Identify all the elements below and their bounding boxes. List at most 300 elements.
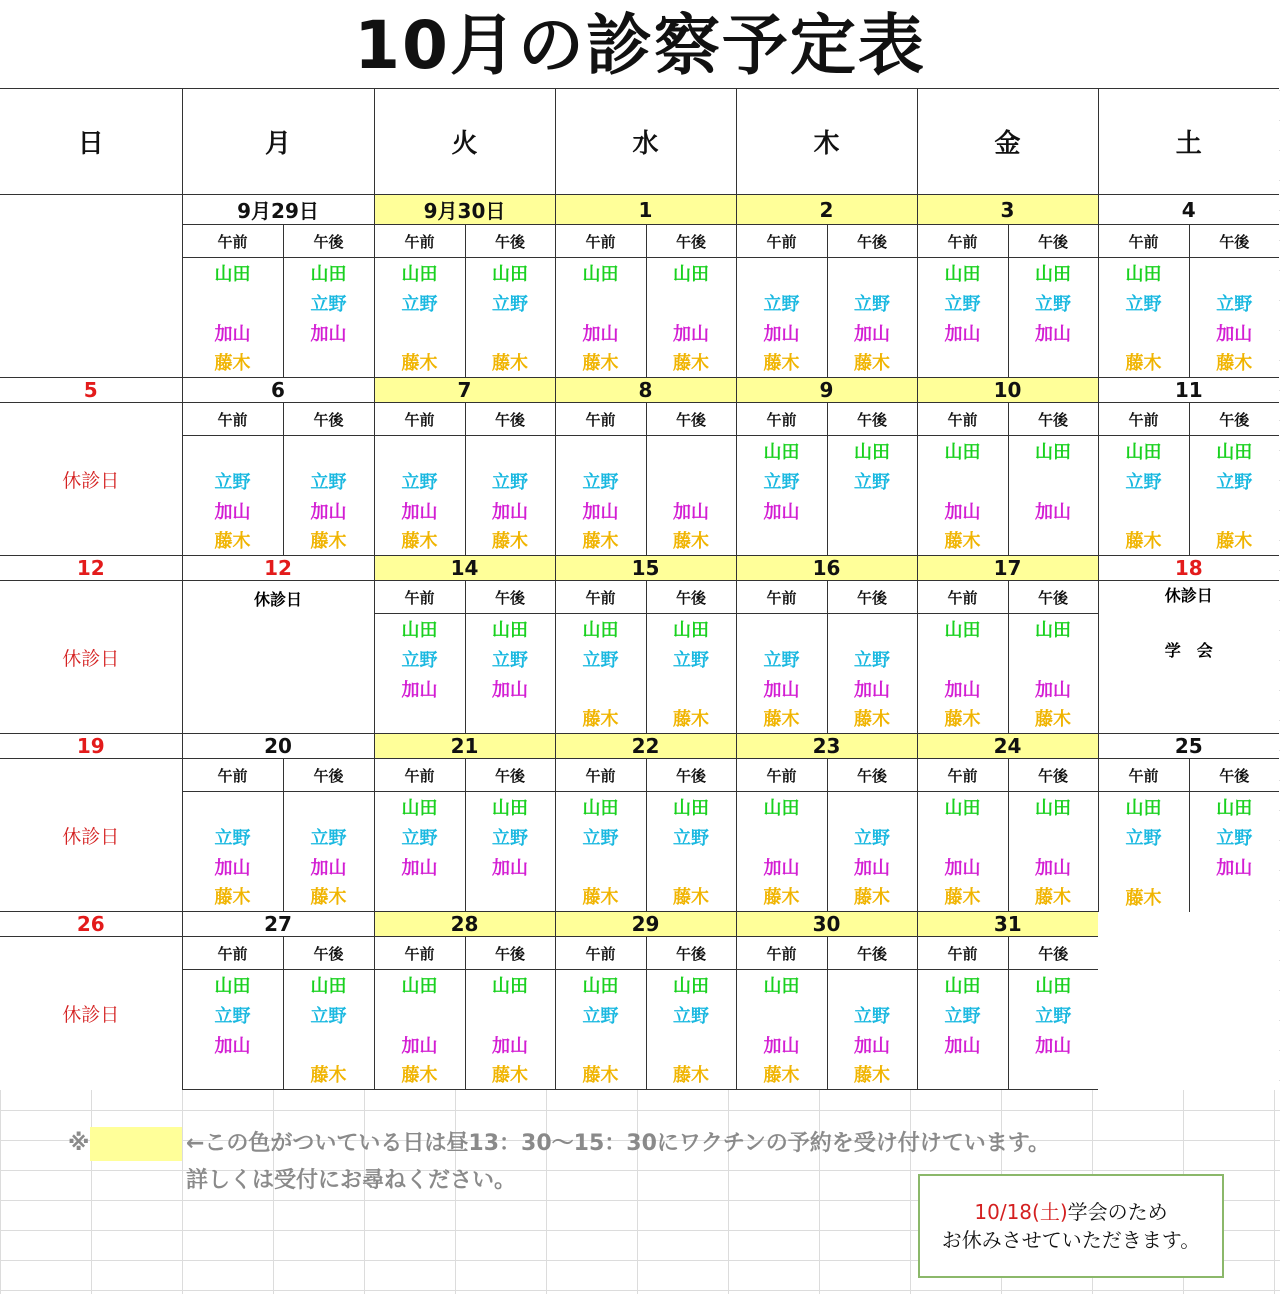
doctor-name: 藤木 — [465, 348, 555, 378]
pm-slot-label: 午後 — [1008, 225, 1098, 258]
doctor-name: 藤木 — [182, 348, 283, 378]
doctor-name: 加山 — [555, 318, 646, 348]
pm-slot-label: 午後 — [827, 581, 917, 614]
doctor-name — [917, 348, 1008, 378]
doctor-name — [283, 436, 374, 466]
doctor-name: 立野 — [1098, 288, 1189, 318]
doctor-name: 藤木 — [465, 526, 555, 556]
doctor-name: 立野 — [374, 288, 465, 318]
weekday-header: 月 — [182, 89, 374, 195]
doctor-name: 加山 — [1189, 852, 1279, 882]
doctor-name: 加山 — [827, 318, 917, 348]
doctor-name: 立野 — [917, 1000, 1008, 1030]
doctor-name: 加山 — [1189, 318, 1279, 348]
doctor-name: 藤木 — [283, 526, 374, 556]
doctor-name: 加山 — [465, 1030, 555, 1060]
doctor-name: 立野 — [283, 1000, 374, 1030]
doctor-name: 立野 — [374, 644, 465, 674]
notice-line-1 — [920, 1198, 1222, 1226]
doctor-name: 山田 — [1189, 792, 1279, 822]
doctor-name: 立野 — [1189, 822, 1279, 852]
doctor-name: 加山 — [1008, 852, 1098, 882]
pm-slot-label: 午後 — [283, 937, 374, 970]
doctor-name — [736, 822, 827, 852]
doctor-name — [827, 496, 917, 526]
am-slot-label: 午前 — [374, 581, 465, 614]
doctor-name: 藤木 — [182, 882, 283, 912]
pm-slot-label: 午後 — [465, 937, 555, 970]
doctor-name — [1189, 496, 1279, 526]
doctor-name: 立野 — [555, 644, 646, 674]
doctor-name — [827, 526, 917, 556]
sunday-date: 26 — [0, 912, 182, 937]
doctor-name: 加山 — [827, 852, 917, 882]
doctor-name — [374, 704, 465, 734]
day-date: 8 — [555, 378, 736, 403]
schedule-calendar — [0, 88, 1279, 1090]
notice-line-1-rest: 学会のため — [1067, 1200, 1168, 1224]
vaccine-note — [68, 1126, 1050, 1161]
pm-slot-label: 午後 — [646, 403, 736, 436]
doctor-name: 加山 — [182, 1030, 283, 1060]
doctor-name: 加山 — [182, 318, 283, 348]
pm-slot-label: 午後 — [646, 937, 736, 970]
doctor-name: 山田 — [374, 258, 465, 288]
doctor-name: 立野 — [283, 466, 374, 496]
sunday-cell: 休診日 — [0, 581, 182, 734]
doctor-name: 加山 — [283, 318, 374, 348]
day-date: 18 — [1098, 556, 1279, 581]
doctor-name — [283, 348, 374, 378]
doctor-name: 山田 — [736, 436, 827, 466]
doctor-name: 立野 — [374, 822, 465, 852]
am-slot-label: 午前 — [555, 403, 646, 436]
doctor-name: 立野 — [646, 822, 736, 852]
am-slot-label: 午前 — [182, 403, 283, 436]
day-date: 6 — [182, 378, 374, 403]
doctor-name — [1098, 852, 1189, 882]
doctor-name — [374, 1000, 465, 1030]
am-slot-label: 午前 — [182, 937, 283, 970]
day-date: 16 — [736, 556, 917, 581]
sunday-date — [0, 195, 182, 225]
doctor-name — [1008, 822, 1098, 852]
doctor-name — [555, 674, 646, 704]
doctor-name: 山田 — [182, 258, 283, 288]
doctor-name — [736, 614, 827, 644]
pm-slot-label: 午後 — [1008, 581, 1098, 614]
doctor-name: 立野 — [283, 288, 374, 318]
doctor-name: 加山 — [1008, 496, 1098, 526]
doctor-name — [917, 644, 1008, 674]
day-date: 12 — [182, 556, 374, 581]
doctor-name — [182, 1060, 283, 1090]
doctor-name — [1189, 258, 1279, 288]
day-date: 3 — [917, 195, 1098, 225]
doctor-name: 藤木 — [555, 882, 646, 912]
doctor-name: 藤木 — [736, 1060, 827, 1090]
pm-slot-label: 午後 — [646, 225, 736, 258]
doctor-name: 山田 — [1008, 614, 1098, 644]
doctor-name: 立野 — [374, 466, 465, 496]
highlight-color-swatch — [90, 1127, 182, 1161]
doctor-name: 加山 — [827, 1030, 917, 1060]
pm-slot-label: 午後 — [827, 937, 917, 970]
doctor-name: 山田 — [917, 970, 1008, 1000]
notice-line-2: お休みさせていただきます。 — [941, 1228, 1201, 1252]
doctor-name — [827, 792, 917, 822]
note-line-2: 詳しくは受付にお尋ねください。 — [186, 1168, 517, 1193]
doctor-name: 立野 — [465, 466, 555, 496]
am-slot-label: 午前 — [555, 937, 646, 970]
am-slot-label: 午前 — [736, 225, 827, 258]
pm-slot-label: 午後 — [1008, 759, 1098, 792]
sunday-date: 12 — [0, 556, 182, 581]
doctor-name: 山田 — [827, 436, 917, 466]
weekday-header: 火 — [374, 89, 555, 195]
doctor-name: 立野 — [1098, 466, 1189, 496]
doctor-name: 山田 — [917, 258, 1008, 288]
doctor-name: 加山 — [736, 318, 827, 348]
doctor-name — [182, 792, 283, 822]
doctor-name: 加山 — [646, 318, 736, 348]
sunday-cell: 休診日 — [0, 937, 182, 1090]
weekday-header: 日 — [0, 89, 182, 195]
day-date: 15 — [555, 556, 736, 581]
doctor-name: 藤木 — [827, 704, 917, 734]
am-slot-label: 午前 — [917, 225, 1008, 258]
doctor-name — [182, 436, 283, 466]
note-mark: ※ — [68, 1131, 90, 1156]
empty-cell — [1098, 912, 1279, 1090]
sunday-cell — [0, 225, 182, 378]
doctor-name: 藤木 — [555, 348, 646, 378]
doctor-name: 加山 — [374, 1030, 465, 1060]
doctor-name — [465, 882, 555, 912]
doctor-name — [374, 882, 465, 912]
doctor-name — [1008, 644, 1098, 674]
day-date: 7 — [374, 378, 555, 403]
doctor-name — [646, 852, 736, 882]
doctor-name — [465, 1000, 555, 1030]
doctor-name: 山田 — [465, 970, 555, 1000]
doctor-name: 加山 — [917, 674, 1008, 704]
doctor-name: 加山 — [917, 496, 1008, 526]
doctor-name: 立野 — [283, 822, 374, 852]
pm-slot-label: 午後 — [465, 225, 555, 258]
doctor-name — [555, 436, 646, 466]
am-slot-label: 午前 — [1098, 225, 1189, 258]
doctor-name — [917, 822, 1008, 852]
doctor-name: 山田 — [555, 970, 646, 1000]
am-slot-label: 午前 — [736, 937, 827, 970]
doctor-name — [827, 258, 917, 288]
doctor-name: 藤木 — [646, 526, 736, 556]
am-slot-label: 午前 — [374, 225, 465, 258]
closed-day-cell — [182, 581, 374, 734]
weekday-header: 木 — [736, 89, 917, 195]
doctor-name: 加山 — [182, 496, 283, 526]
day-date: 29 — [555, 912, 736, 937]
doctor-name: 立野 — [1189, 288, 1279, 318]
doctor-name: 藤木 — [646, 1060, 736, 1090]
doctor-name — [917, 466, 1008, 496]
doctor-name: 藤木 — [1008, 882, 1098, 912]
doctor-name: 立野 — [1098, 822, 1189, 852]
doctor-name: 山田 — [374, 614, 465, 644]
pm-slot-label: 午後 — [1189, 759, 1279, 792]
doctor-name: 加山 — [917, 318, 1008, 348]
day-date: 4 — [1098, 195, 1279, 225]
doctor-name: 立野 — [917, 288, 1008, 318]
doctor-name: 藤木 — [827, 348, 917, 378]
pm-slot-label: 午後 — [646, 581, 736, 614]
doctor-name: 山田 — [736, 792, 827, 822]
doctor-name: 加山 — [736, 1030, 827, 1060]
am-slot-label: 午前 — [917, 403, 1008, 436]
doctor-name: 山田 — [283, 970, 374, 1000]
doctor-name — [646, 1030, 736, 1060]
day-date: 23 — [736, 734, 917, 759]
pm-slot-label: 午後 — [465, 403, 555, 436]
pm-slot-label: 午後 — [827, 225, 917, 258]
doctor-name: 山田 — [1008, 258, 1098, 288]
doctor-name — [1008, 348, 1098, 378]
doctor-name: 立野 — [827, 466, 917, 496]
doctor-name — [736, 258, 827, 288]
doctor-name: 立野 — [1008, 1000, 1098, 1030]
doctor-name: 山田 — [646, 970, 736, 1000]
doctor-name: 山田 — [1008, 436, 1098, 466]
doctor-name — [1008, 526, 1098, 556]
doctor-name: 立野 — [555, 1000, 646, 1030]
doctor-name — [283, 792, 374, 822]
doctor-name: 立野 — [182, 1000, 283, 1030]
doctor-name: 藤木 — [1189, 348, 1279, 378]
doctor-name — [1098, 496, 1189, 526]
am-slot-label: 午前 — [374, 403, 465, 436]
day-date: 11 — [1098, 378, 1279, 403]
pm-slot-label: 午後 — [465, 581, 555, 614]
day-date: 24 — [917, 734, 1098, 759]
doctor-name — [646, 436, 736, 466]
doctor-name: 山田 — [1008, 970, 1098, 1000]
closure-notice — [918, 1174, 1224, 1278]
am-slot-label: 午前 — [736, 403, 827, 436]
doctor-name: 立野 — [736, 288, 827, 318]
doctor-name: 立野 — [1189, 466, 1279, 496]
weekday-header: 土 — [1098, 89, 1279, 195]
doctor-name: 山田 — [283, 258, 374, 288]
am-slot-label: 午前 — [182, 225, 283, 258]
doctor-name: 山田 — [1008, 792, 1098, 822]
sunday-cell: 休診日 — [0, 759, 182, 912]
doctor-name — [465, 318, 555, 348]
doctor-name: 藤木 — [917, 704, 1008, 734]
day-date: 10 — [917, 378, 1098, 403]
doctor-name — [1189, 882, 1279, 912]
doctor-name: 立野 — [182, 822, 283, 852]
doctor-name: 山田 — [374, 792, 465, 822]
day-date: 1 — [555, 195, 736, 225]
doctor-name: 山田 — [1098, 436, 1189, 466]
day-date: 27 — [182, 912, 374, 937]
doctor-name: 藤木 — [182, 526, 283, 556]
doctor-name — [555, 288, 646, 318]
doctor-name: 藤木 — [1189, 526, 1279, 556]
doctor-name: 藤木 — [827, 882, 917, 912]
doctor-name — [374, 318, 465, 348]
doctor-name: 加山 — [736, 852, 827, 882]
doctor-name: 山田 — [374, 970, 465, 1000]
day-date: 31 — [917, 912, 1098, 937]
doctor-name: 立野 — [736, 466, 827, 496]
doctor-name: 山田 — [465, 792, 555, 822]
day-date: 28 — [374, 912, 555, 937]
doctor-name: 山田 — [555, 614, 646, 644]
doctor-name: 藤木 — [736, 704, 827, 734]
day-date: 22 — [555, 734, 736, 759]
day-date: 2 — [736, 195, 917, 225]
doctor-name: 藤木 — [646, 882, 736, 912]
pm-slot-label: 午後 — [465, 759, 555, 792]
doctor-name: 加山 — [374, 674, 465, 704]
doctor-name: 加山 — [555, 496, 646, 526]
doctor-name: 山田 — [555, 792, 646, 822]
doctor-name — [182, 288, 283, 318]
doctor-name: 加山 — [1008, 318, 1098, 348]
pm-slot-label: 午後 — [1008, 937, 1098, 970]
doctor-name: 藤木 — [827, 1060, 917, 1090]
doctor-name — [736, 526, 827, 556]
doctor-name: 立野 — [827, 288, 917, 318]
doctor-name: 山田 — [182, 970, 283, 1000]
doctor-name: 山田 — [646, 258, 736, 288]
pm-slot-label: 午後 — [827, 403, 917, 436]
doctor-name: 藤木 — [736, 348, 827, 378]
doctor-name: 立野 — [182, 466, 283, 496]
doctor-name — [646, 466, 736, 496]
doctor-name: 加山 — [283, 496, 374, 526]
doctor-name: 藤木 — [1098, 526, 1189, 556]
doctor-name: 立野 — [646, 644, 736, 674]
am-slot-label: 午前 — [555, 759, 646, 792]
doctor-name — [736, 1000, 827, 1030]
am-slot-label: 午前 — [374, 937, 465, 970]
doctor-name: 加山 — [917, 852, 1008, 882]
doctor-name: 加山 — [465, 674, 555, 704]
closed-day-cell — [1098, 581, 1279, 734]
pm-slot-label: 午後 — [827, 759, 917, 792]
page-title: 10月の診察予定表 — [0, 0, 1280, 88]
day-date: 25 — [1098, 734, 1279, 759]
doctor-name — [827, 614, 917, 644]
doctor-name: 山田 — [465, 614, 555, 644]
pm-slot-label: 午後 — [646, 759, 736, 792]
doctor-name: 立野 — [555, 466, 646, 496]
doctor-name — [1008, 1060, 1098, 1090]
pm-slot-label: 午後 — [1189, 225, 1279, 258]
doctor-name: 加山 — [465, 496, 555, 526]
doctor-name: 加山 — [1008, 1030, 1098, 1060]
pm-slot-label: 午後 — [283, 403, 374, 436]
doctor-name: 藤木 — [374, 526, 465, 556]
doctor-name: 加山 — [917, 1030, 1008, 1060]
doctor-name: 藤木 — [646, 704, 736, 734]
doctor-name: 立野 — [1008, 288, 1098, 318]
doctor-name: 加山 — [465, 852, 555, 882]
doctor-name: 藤木 — [374, 1060, 465, 1090]
holiday-label: 休診日 — [253, 590, 302, 609]
doctor-name: 山田 — [1189, 436, 1279, 466]
doctor-name — [646, 674, 736, 704]
am-slot-label: 午前 — [917, 937, 1008, 970]
am-slot-label: 午前 — [555, 225, 646, 258]
pm-slot-label: 午後 — [1189, 403, 1279, 436]
doctor-name: 立野 — [465, 288, 555, 318]
day-date: 17 — [917, 556, 1098, 581]
doctor-name: 藤木 — [283, 882, 374, 912]
doctor-name: 山田 — [1098, 792, 1189, 822]
doctor-name: 山田 — [736, 970, 827, 1000]
doctor-name — [465, 436, 555, 466]
doctor-name: 加山 — [646, 496, 736, 526]
doctor-name: 藤木 — [283, 1060, 374, 1090]
doctor-name: 立野 — [465, 644, 555, 674]
doctor-name: 立野 — [827, 822, 917, 852]
doctor-name: 加山 — [1008, 674, 1098, 704]
pm-slot-label: 午後 — [283, 759, 374, 792]
doctor-name: 立野 — [736, 644, 827, 674]
weekday-header: 金 — [917, 89, 1098, 195]
day-date: 9月29日 — [182, 195, 374, 225]
conference-label: 学 会 — [1164, 641, 1213, 660]
doctor-name: 藤木 — [646, 348, 736, 378]
doctor-name: 藤木 — [465, 1060, 555, 1090]
day-date: 20 — [182, 734, 374, 759]
doctor-name: 藤木 — [1008, 704, 1098, 734]
note-line-1: ←この色がついている日は昼13：30～15：30にワクチンの予約を受け付けています。 — [186, 1131, 1051, 1156]
doctor-name: 山田 — [917, 436, 1008, 466]
am-slot-label: 午前 — [374, 759, 465, 792]
doctor-name: 山田 — [1098, 258, 1189, 288]
am-slot-label: 午前 — [736, 581, 827, 614]
doctor-name: 藤木 — [555, 704, 646, 734]
doctor-name: 藤木 — [374, 348, 465, 378]
doctor-name — [555, 852, 646, 882]
doctor-name — [555, 1030, 646, 1060]
doctor-name — [827, 970, 917, 1000]
pm-slot-label: 午後 — [1008, 403, 1098, 436]
doctor-name: 加山 — [827, 674, 917, 704]
doctor-name: 山田 — [465, 258, 555, 288]
am-slot-label: 午前 — [182, 759, 283, 792]
doctor-name: 藤木 — [917, 526, 1008, 556]
day-date: 9 — [736, 378, 917, 403]
sunday-date: 5 — [0, 378, 182, 403]
doctor-name: 山田 — [646, 614, 736, 644]
doctor-name: 山田 — [917, 792, 1008, 822]
doctor-name — [646, 288, 736, 318]
doctor-name — [465, 704, 555, 734]
notice-date: 10/18(土) — [974, 1200, 1068, 1224]
day-date: 14 — [374, 556, 555, 581]
doctor-name: 立野 — [827, 1000, 917, 1030]
doctor-name: 藤木 — [736, 882, 827, 912]
doctor-name: 藤木 — [555, 1060, 646, 1090]
weekday-header: 水 — [555, 89, 736, 195]
am-slot-label: 午前 — [1098, 403, 1189, 436]
